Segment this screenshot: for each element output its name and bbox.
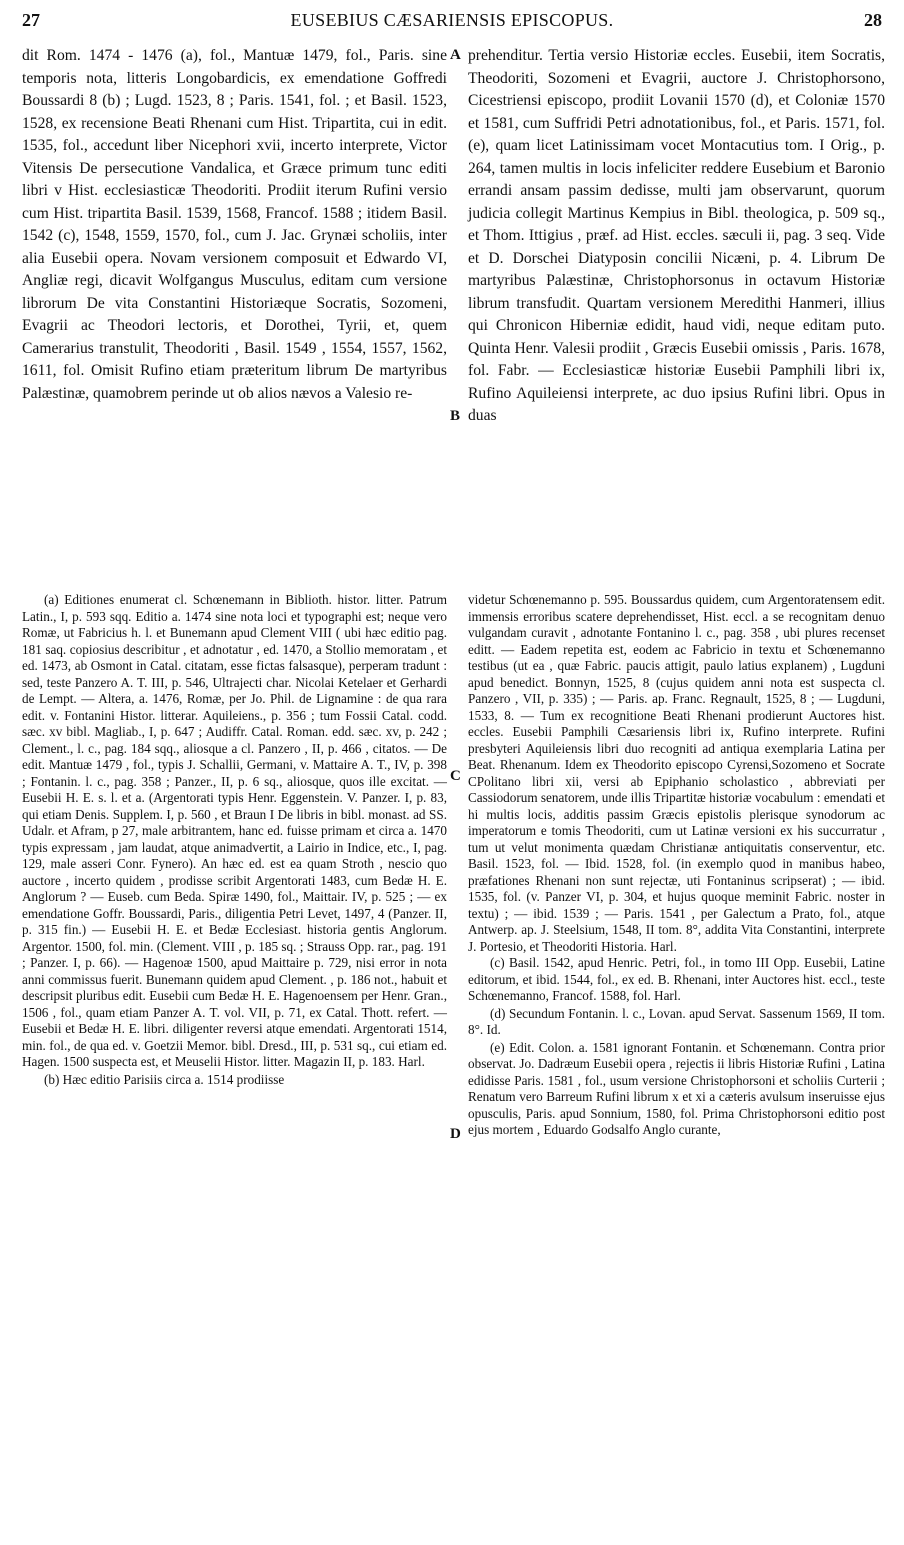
page-number-right: 28 bbox=[864, 10, 882, 30]
footnote-e: (e) Edit. Colon. a. 1581 ignorant Fontanin. et Schœnemann. Contra prior observat. Jo. Dadræum Eusebii opera , rejectis ii libris Historiæ Rufini , Latina edidisse Paris. 1581 , fol., usum versione Christophorsoni et scholiis Curterii ; Renatum vero Barreum Rufini librum x et xi a cæteris avulsum inseruisse ejus opusculis, Paris. apud Sonnium, 1580, fol. Prima Christophorsoni editio post ejus mortem , Eduardo Godsalfo Anglo curante, bbox=[468, 1039, 885, 1137]
running-title: EUSEBIUS CÆSARIENSIS EPISCOPUS. bbox=[290, 10, 614, 30]
main-text-paragraph: dit Rom. 1474 - 1476 (a), fol., Mantuæ 1479, fol., Paris. sine temporis nota, litteris Longobardicis, ex emendatione Goffredi Boussardi 8 (b) ; Lugd. 1523, 8 ; Paris. 1541, fol. ; et Basil. 1523, 1528, ex recensione Beati Rhenani cum Hist. Tripartita, cui in edit. 1535, fol., accedunt liber Nicephori xvii, incerto interprete, Victor Vitensis De persecutione Vandalica, et Græce primum tunc editi libri v Hist. ecclesiasticæ Theodoriti. Prodiit iterum Rufini versio cum Hist. tripartita Basil. 1539, 1568, Francof. 1588 ; itidem Basil. 1542 (c), 1548, 1559, 1570, fol., cum J. Jac. Grynæi scholiis, inter alia Eusebii opera. Novam versionem composuit et Edwardo VI, Angliæ regi, dicavit Wolfgangus Musculus, editam cum versione librorum De vita Constantini Historiæque Socratis, Sozomeni, Evagrii ac Theodori lectoris, et Dorothei, Tyrii, et, quem Camerarius transtulit, Theodoriti , Basil. 1549 , 1554, 1557, 1562, 1611, fol. Omisit Rufino etiam præteritum librum De martyribus Palæstinæ, quamobrem perinde ut ob alios nævos a Valesio re- bbox=[22, 47, 447, 402]
margin-letter-b: B bbox=[450, 408, 461, 424]
footnote-c: (c) Basil. 1542, apud Henric. Petri, fol., in tomo III Opp. Eusebii, Latine editorum, et ibid. 1544, fol., ex ed. B. Rhenani, inter Auctores hist. eccl., teste Schœnemanno, Francof. 1588, fol. Harl. bbox=[468, 955, 885, 1003]
main-text-paragraph: prehenditur. Tertia versio Historiæ eccles. Eusebii, item Socratis, Theodoriti, Sozomeni et Evagrii, auctore J. Christophorsono, Cicestriensi episcopo, prodiit Lovanii 1570 (d), et Coloniæ 1570 et 1581, cum Suffridi Petri adnotationibus, fol., et Paris. 1571, fol. (e), quam licet Latinissimam vocet Montacutius tom. I Orig., p. 264, tamen multis in locis infeliciter reddere Eusebium et Baronio errandi ansam passim dedisse, multi jam observarunt, quorum judicia collegit Martinus Kempius in Bibl. theologica, p. 509 sq., et Thom. Ittigius , præf. ad Hist. eccles. sæculi ii, pag. 3 seq. Vide et D. Dorschei Diatyposin concilii Nicæni, p. 4. Librum De martyribus Palæstinæ, Christophorsonus in octavum Historiæ librum transfudit. Quartam versionem Meredithi Hanmeri, illius qui Chronicon Hiberniæ edidit, haud vidi, neque editam puto. Quinta Henr. Valesii prodiit , Græcis Eusebii omissis , Paris. 1678, fol. Fabr. — Ecclesiasticæ historiæ Eusebii Pamphili libri ix, Rufino Aquileiensi interprete, ac duo ipsius Rufini libri. Opus in duas bbox=[468, 47, 885, 424]
main-text-left-column bbox=[22, 45, 447, 405]
footnotes-right-column bbox=[468, 592, 885, 1139]
main-text-right-column bbox=[468, 45, 885, 428]
margin-letter-d: D bbox=[450, 1126, 461, 1142]
footnote-b-continued: videtur Schœnemanno p. 595. Boussardus quidem, cum Argentoratensem edit. immensis erroribus scatere deprehendisset, Hist. eccl. a se recognitam denuo vulgandam curavit , adnotante Fontanino l. c., pag. 358 , ubi plures recenset editt. — Eadem repetita est, eodem ac Fabricio in textu et Schœnemanno testibus (ut ea , quæ Fabric. paucis attigit, paulo latius explanem) , Lugduni apud benedict. Bonnyn, 1525, 8 (cujus quidem anni nota est suspecta cl. Panzero , VII, p. 335) ; — Paris. ap. Franc. Regnault, 1525, 8 ; — Lugduni, 1533, 8. — Tum ex recognitione Beati Rhenani prodierunt Auctores hist. eccles. Eusebii Pamphili Cæsariensis libri ix, Rufino interprete. Rufini presbyteri Aquileiensis libri duo recogniti ad antiqua exemplaria Latina per Beat. Rhenanum. Idem ex Theodorito episcopo Cyrensi,Sozomeno et Socrate CPolitano libri xii, versi ab Epiphanio scholastico , abbreviati per Cassiodorum senatorem, unde illis Tripartitæ historiæ vocabulum : emendati et hi multis locis, additis passim Græcis epistolis plerisque synodorum ac imperatorum e tomis Theodoriti, cum ut Latinæ versioni ex his succurratur , tum ut velut monimenta quædam Christianæ antiquitatis conserventur, etc. Basil. 1523, fol. — Ibid. 1528, fol. (in exemplo quod in manibus habeo, præfationes Rhenani non sunt rejectæ, uti Fontaninus scripserat) ; — ibid. 1535, fol. (v. Panzer VI, p. 304, et hujus quoque meminit Fabric. noster in textu) ; — ibid. 1539 ; — Paris. 1541 , per Galectum a Prato, fol., atque Antwerp. ap. J. Steelsium, 1548, II tom. 8°, addita Vita Constantini, interprete J. Portesio, et Theodoriti Historia. Harl. bbox=[468, 592, 885, 954]
page-header bbox=[22, 10, 882, 36]
margin-letter-c: C bbox=[450, 768, 461, 784]
footnote-a: (a) Editiones enumerat cl. Schœnemann in Biblioth. histor. litter. Patrum Latin., I, p. 593 sqq. Editio a. 1474 sine nota loci et typographi est; neque vero Romæ, ut Fabricius h. l. et Bunemann apud Clement VIII ( ubi hæc editio pag. 181 saq. copiosius describitur , et adnotatur , ed. 1470, a Stollio memoratam , et ed. 1473, ab Osmont in Catal. citatam, esse fictas falsasque), perperam tradunt : sed, teste Panzero A. T. III, p. 546, Ultrajecti char. Nicolai Ketelaer et Gerhardi de Lempt. — Altera, a. 1476, Romæ, per Jo. Phil. de Lignamine : de qua rara edit. v. Fontanini Histor. litterar. Aquileiens., p. 356 ; tum Fossii Catal. codd. sæc. xv bibl. Magliab., I, p. 647 ; Audiffr. Catal. Roman. edd. sæc. xv, p. 242 ; Clement., l. c., pag. 184 sqq., aliosque a cl. Panzero , II, p. 466 , citatos. — De edit. Mantuæ 1479 , fol., typis J. Schallii, Germani, v. Mattaire A. T., IV, p. 398 ; Fontanin. l. c., pag. 358 ; Panzer., II, p. 6 sq., aliosque, quos ille excitat. — Eusebii H. E. s. l. et a. (Argentorati typis Henr. Eggenstein. V. Panzer. I, p. 83, qui etiam Denis. Supplem. I, p. 560 , et Braun I De libris in bibl. monast. ad SS. Udalr. et Afram, p 27, male arbitrantem, hanc ed. fuisse primam et circa a. 1470 typis expressam , jam laudat, atque animadvertit, a Lairio in Indice, etc., I, pag. 129, male asseri Conr. Fynero). An hæc ed. est ea quam Stroth , nescio quo auctore , incerto quidem , prodisse scribit Argentorati 1483, cum Bedæ H. E. Anglorum ? — Euseb. cum Beda. Spiræ 1490, fol., Maittair. IV, p. 525 ; — ex emendatione Goffr. Boussardi, Paris., diligentia Petri Levet, 1497, 4 (Panzer. II, p. 315 fin.) — Eusebii H. E. et Bedæ Ecclesiast. historia gentis Anglorum. Argentor. 1500, fol. min. (Clement. VIII , p. 185 sq. ; Strauss Opp. rar., pag. 191 ; Panzer. I, p. 66). — Hagenoæ 1500, apud Maittaire p. 729, nisi error in nota anni commissus fuerit. Bunemann quidem apud Clement. , p. 186 not., habuit et descripsit pluribus edit. Eusebii cum Bedæ H. E. Hagenoensem per Henr. Gran., 1506 , fol., quam etiam Panzer A. T. vol. VII, p. 71, ex Catal. Thott. refert. — Eusebii et Bedæ H. E. libri. diligenter reversi atque emendati. Argentorati 1514, min. fol., de qua ed. v. Goetzii Memor. bibl. Dresd., III, p. 531 sq., cui etiam ed. Hagen. 1500 suspecta est, et Meuselii Histor. litter. Magazin II, p. 183. Harl. bbox=[22, 592, 447, 1069]
footnote-d: (d) Secundum Fontanin. l. c., Lovan. apud Servat. Sassenum 1569, II tom. 8°. Id. bbox=[468, 1005, 885, 1037]
footnotes-left-column bbox=[22, 592, 447, 1088]
footnote-b: (b) Hæc editio Parisiis circa a. 1514 prodiisse bbox=[44, 1071, 285, 1087]
margin-letter-a: A bbox=[450, 47, 461, 63]
page-number-left: 27 bbox=[22, 10, 40, 30]
